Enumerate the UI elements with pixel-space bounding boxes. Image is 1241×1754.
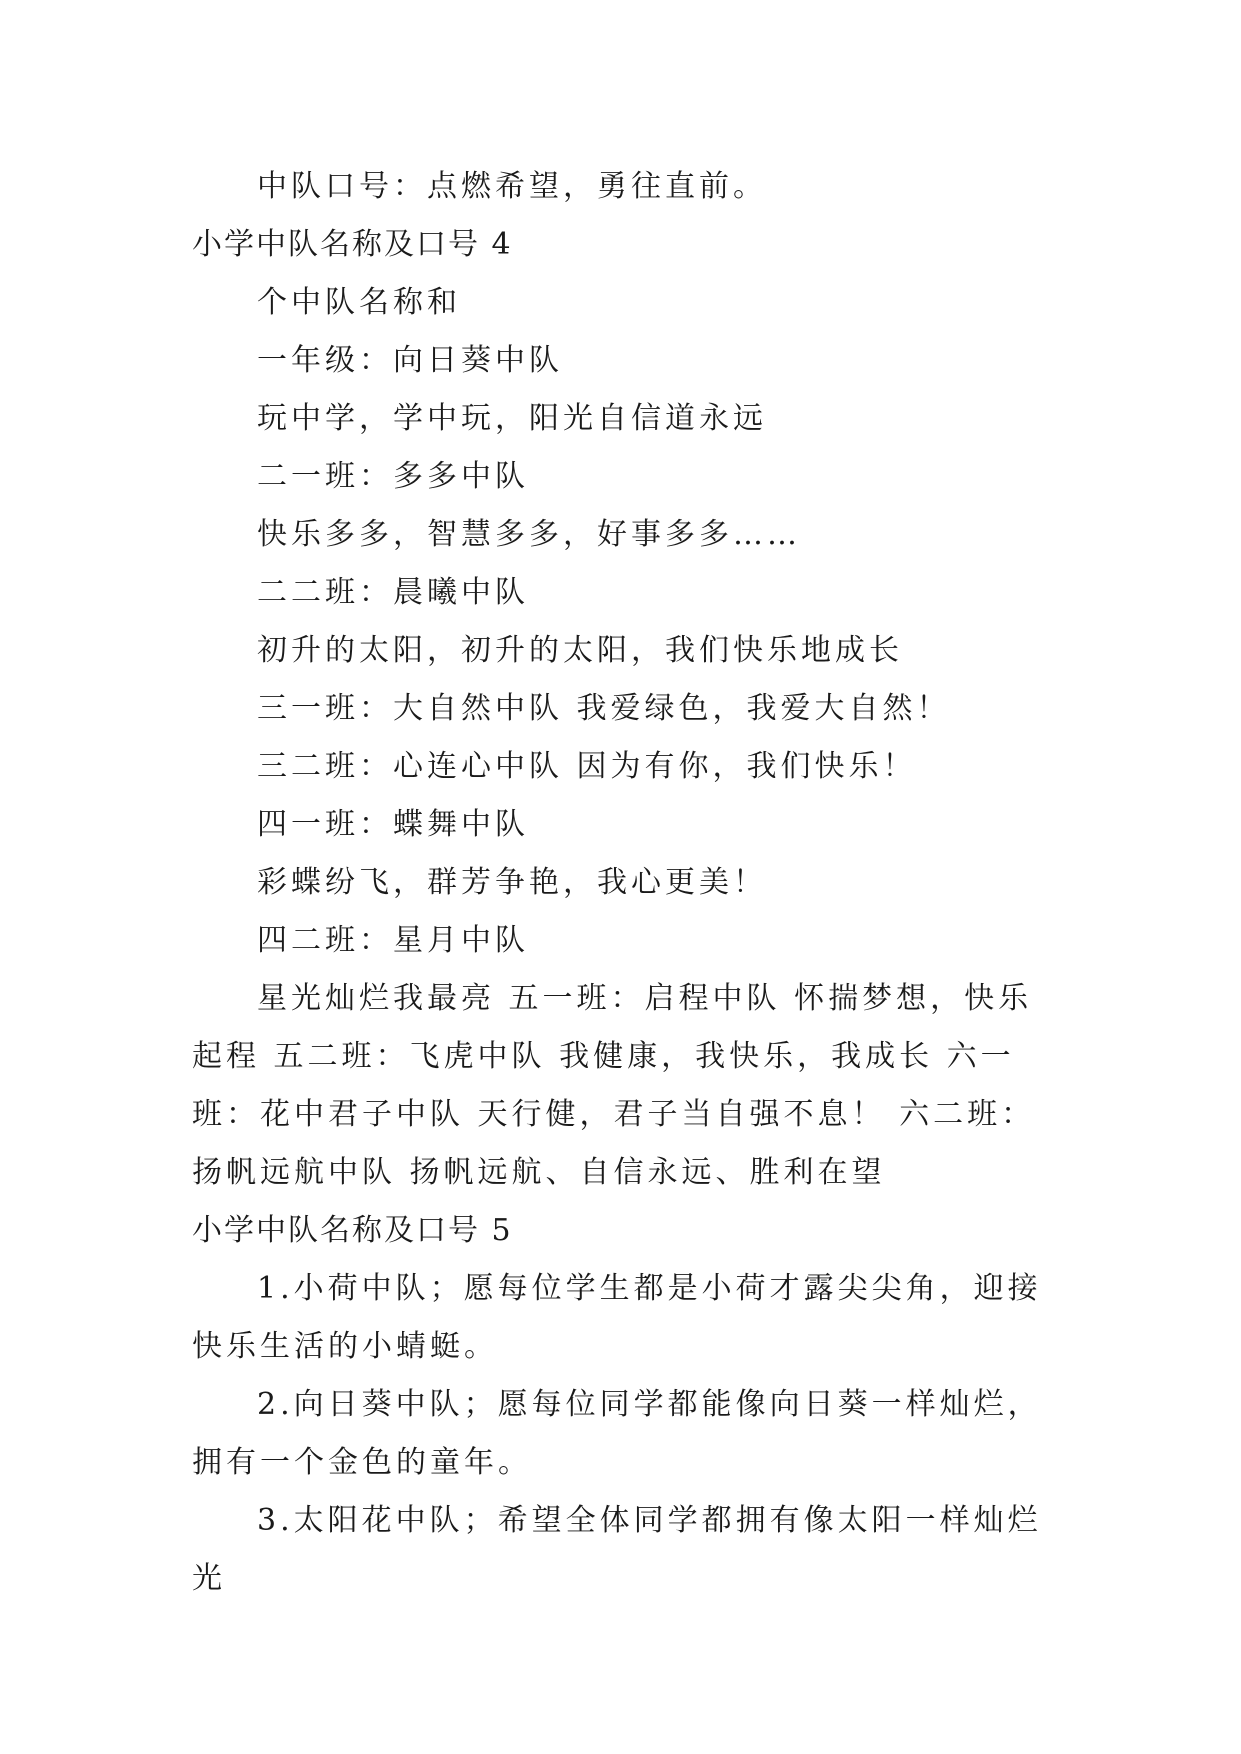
class-slogan-line: 初升的太阳，初升的太阳，我们快乐地成长: [257, 633, 903, 668]
class-slogan-line: 彩蝶纷飞，群芳争艳，我心更美！: [257, 865, 767, 900]
class-name-line: 二二班：晨曦中队: [257, 575, 529, 610]
section-heading-5: 小学中队名称及口号 5: [192, 1213, 513, 1248]
class-name-slogan-line: 三二班：心连心中队 因为有你，我们快乐！: [257, 749, 917, 784]
list-item-1: 1.小荷中队；愿每位学生都是小荷才露尖尖角，迎接快乐生活的小蜻蜓。: [192, 1271, 1042, 1364]
list-item-2: 2.向日葵中队；愿每位同学都能像向日葵一样灿烂，拥有一个金色的童年。: [192, 1387, 1042, 1480]
class-slogan-line: 玩中学，学中玩，阳光自信道永远: [257, 401, 767, 436]
combined-classes-paragraph: 星光灿烂我最亮 五一班：启程中队 怀揣梦想，快乐起程 五二班：飞虎中队 我健康，我快乐，我成长 六一班：花中君子中队 天行健，君子当自强不息！ 六二班：扬帆远航中队 扬帆远航、自信永远、胜利在望: [192, 981, 1036, 1190]
section-heading-4: 小学中队名称及口号 4: [192, 227, 513, 262]
body-paragraph: 个中队名称和: [257, 285, 461, 320]
slogan-paragraph: 中队口号：点燃希望，勇往直前。: [257, 169, 767, 204]
class-slogan-line: 快乐多多，智慧多多，好事多多……: [257, 517, 801, 552]
class-name-line: 四一班：蝶舞中队: [257, 807, 529, 842]
class-name-slogan-line: 三一班：大自然中队 我爱绿色，我爱大自然！: [257, 691, 951, 726]
class-name-line: 一年级：向日葵中队: [257, 343, 563, 378]
class-name-line: 四二班：星月中队: [257, 923, 529, 958]
document-body: [192, 158, 1052, 1608]
list-item-3: 3.太阳花中队；希望全体同学都拥有像太阳一样灿烂光: [192, 1503, 1042, 1596]
class-name-line: 二一班：多多中队: [257, 459, 529, 494]
